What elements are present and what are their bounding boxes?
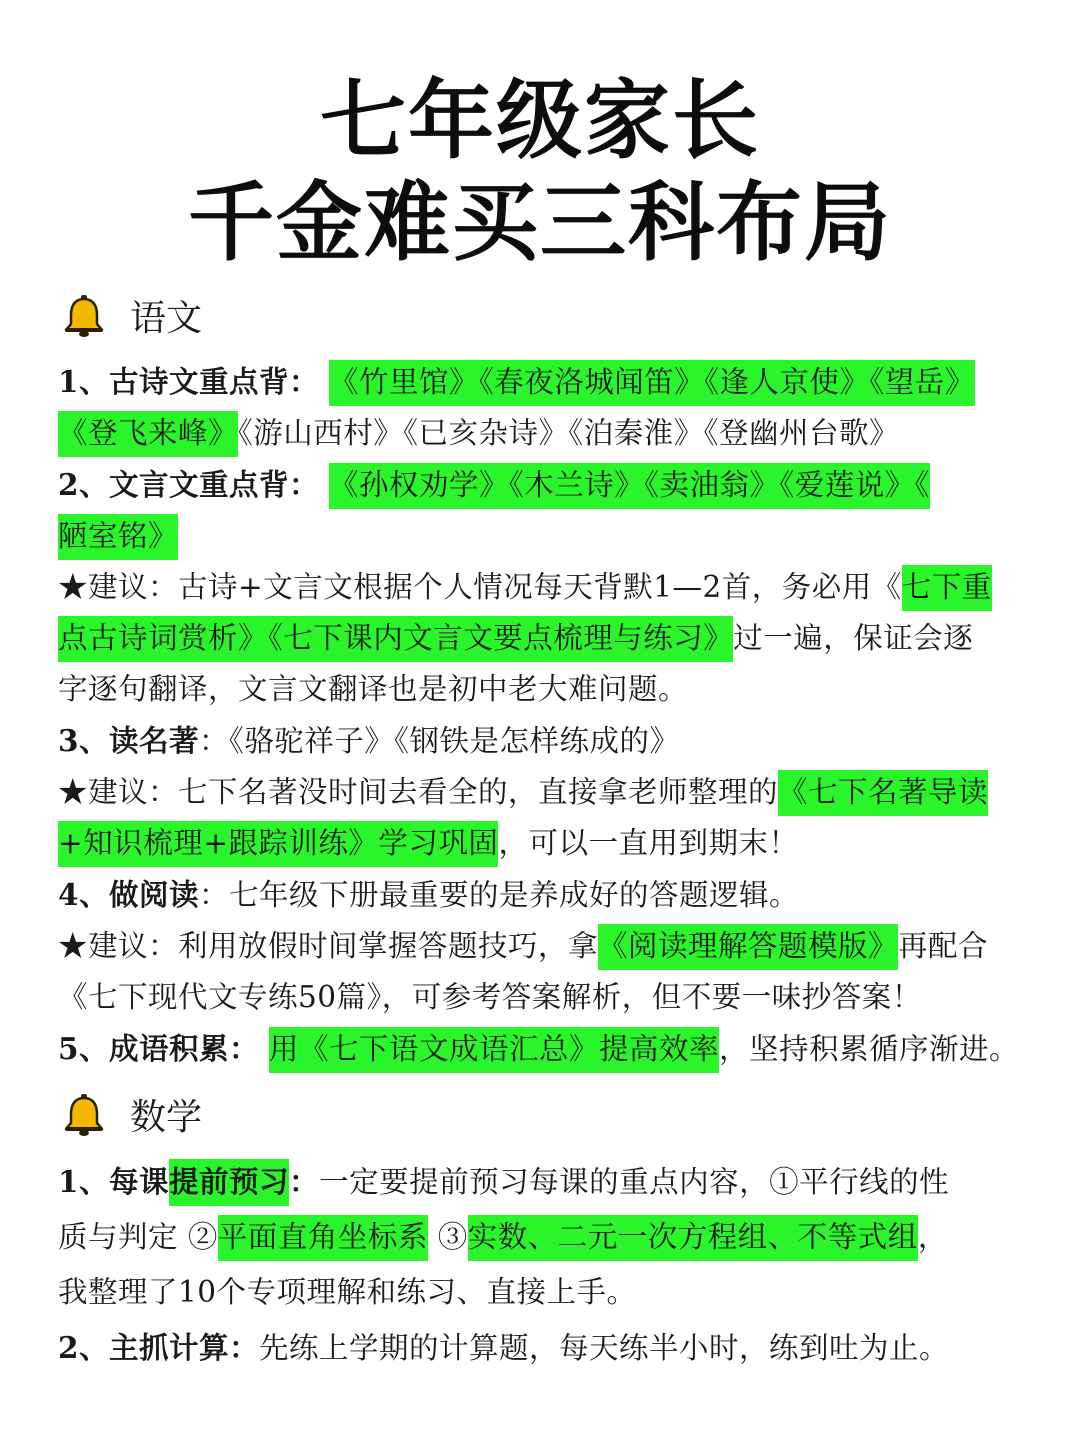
text-line bbox=[58, 1210, 1043, 1265]
text-segment: ：《骆驼祥子》《钢铁是怎样练成的》 bbox=[199, 724, 680, 758]
bell-icon bbox=[62, 293, 106, 337]
section-label-math: 数学 bbox=[130, 1096, 203, 1138]
text-segment: ★建议：七下名著没时间去看全的，直接拿老师整理的 bbox=[58, 775, 779, 809]
bell-icon bbox=[62, 1092, 106, 1136]
highlighted-text: 七下重 bbox=[902, 565, 992, 611]
text-segment: ★建议：古诗+文言文根据个人情况每天背默1—2首，务必用《 bbox=[58, 570, 902, 604]
text-line bbox=[58, 1265, 1043, 1320]
text-line bbox=[58, 715, 1043, 767]
text-segment: 一定要提前预习每课的重点内容，①平行线的性 bbox=[319, 1165, 950, 1199]
highlighted-text: 实数、二元一次方程组、不等式组 bbox=[468, 1215, 918, 1261]
highlighted-text: 用《七下语文成语汇总》提高效率 bbox=[269, 1027, 719, 1073]
text-segment bbox=[259, 1032, 269, 1066]
highlighted-text: 平面直角坐标系 bbox=[218, 1215, 428, 1261]
text-segment: 《游山西村》《已亥杂诗》《泊秦淮》《登幽州台歌》 bbox=[238, 416, 900, 450]
highlighted-text: 《七下名著导读 bbox=[778, 770, 988, 816]
highlighted-text: 《阅读理解答题模版》 bbox=[598, 924, 898, 970]
text-line bbox=[58, 767, 1043, 818]
highlighted-text: 《登飞来峰》 bbox=[58, 411, 238, 457]
text-segment bbox=[319, 468, 329, 502]
text-line bbox=[58, 408, 1043, 459]
bold-label: 3、读名著 bbox=[58, 723, 200, 758]
bold-label: 5、成语积累 bbox=[58, 1031, 230, 1066]
text-line bbox=[58, 613, 1043, 664]
bold-label: ： bbox=[229, 1031, 260, 1066]
text-line bbox=[58, 972, 1043, 1023]
bold-label: ： bbox=[229, 1330, 260, 1365]
text-line bbox=[58, 562, 1043, 613]
text-line bbox=[58, 818, 1043, 869]
page-title-line-1: 七年级家长 bbox=[320, 71, 760, 171]
section-header-chinese bbox=[62, 290, 202, 340]
text-segment: ，坚持积累循序渐进。 bbox=[718, 1032, 1019, 1066]
text-line bbox=[58, 356, 1043, 408]
bold-label: 提前预习 bbox=[169, 1159, 289, 1206]
text-line bbox=[58, 921, 1043, 972]
highlighted-text: 《孙权劝学》《木兰诗》《卖油翁》《爱莲说》《 bbox=[329, 463, 930, 509]
bold-label: ： bbox=[289, 467, 320, 502]
bold-label: 4、做阅读 bbox=[58, 877, 200, 912]
bold-label: 2、主抓计算 bbox=[58, 1330, 230, 1365]
text-segment: 过一遍，保证会逐 bbox=[733, 621, 974, 655]
text-segment: ★建议：利用放假时间掌握答题技巧，拿 bbox=[58, 929, 599, 963]
text-segment: 先练上学期的计算题，每天练半小时，练到吐为止。 bbox=[259, 1331, 950, 1365]
text-segment: 字逐句翻译，文言文翻译也是初中老大难问题。 bbox=[58, 672, 689, 706]
section-body-math bbox=[58, 1154, 1043, 1376]
text-segment: ，可以一直用到期末！ bbox=[498, 826, 799, 860]
text-segment: ：七年级下册最重要的是养成好的答题逻辑。 bbox=[199, 878, 800, 912]
text-line bbox=[58, 459, 1043, 511]
text-line bbox=[58, 511, 1043, 562]
text-segment: 我整理了10个专项理解和练习、直接上手。 bbox=[58, 1275, 637, 1309]
text-segment: 质与判定 ② bbox=[58, 1220, 218, 1254]
bold-label: 1、古诗文重点背 bbox=[58, 364, 290, 399]
page-title-line-2: 千金难买三科布局 bbox=[188, 173, 892, 273]
text-line bbox=[58, 1320, 1043, 1376]
text-segment: 再配合 bbox=[898, 929, 989, 963]
text-segment: ， bbox=[917, 1220, 948, 1254]
text-line bbox=[58, 1023, 1043, 1075]
highlighted-text: 《竹里馆》《春夜洛城闻笛》《逢人京使》《望岳》 bbox=[329, 360, 975, 406]
text-line bbox=[58, 664, 1043, 715]
section-header-math bbox=[62, 1089, 202, 1139]
bold-label: 1、每课 bbox=[58, 1164, 170, 1199]
text-line bbox=[58, 869, 1043, 921]
highlighted-text: 陋室铭》 bbox=[58, 514, 178, 560]
highlighted-text: 点古诗词赏析》《七下课内文言文要点梳理与练习》 bbox=[58, 616, 733, 662]
section-label-chinese: 语文 bbox=[130, 297, 203, 339]
text-segment: ③ bbox=[427, 1220, 468, 1254]
section-body-chinese bbox=[58, 356, 1043, 1075]
bold-label: 2、文言文重点背 bbox=[58, 467, 290, 502]
text-line bbox=[58, 1154, 1043, 1210]
bold-label: ： bbox=[289, 364, 320, 399]
text-segment: 《七下现代文专练50篇》，可参考答案解析，但不要一味抄答案！ bbox=[58, 980, 922, 1014]
text-segment bbox=[319, 365, 329, 399]
bold-label: ： bbox=[289, 1164, 320, 1199]
highlighted-text: +知识梳理+跟踪训练》学习巩固 bbox=[58, 821, 498, 867]
